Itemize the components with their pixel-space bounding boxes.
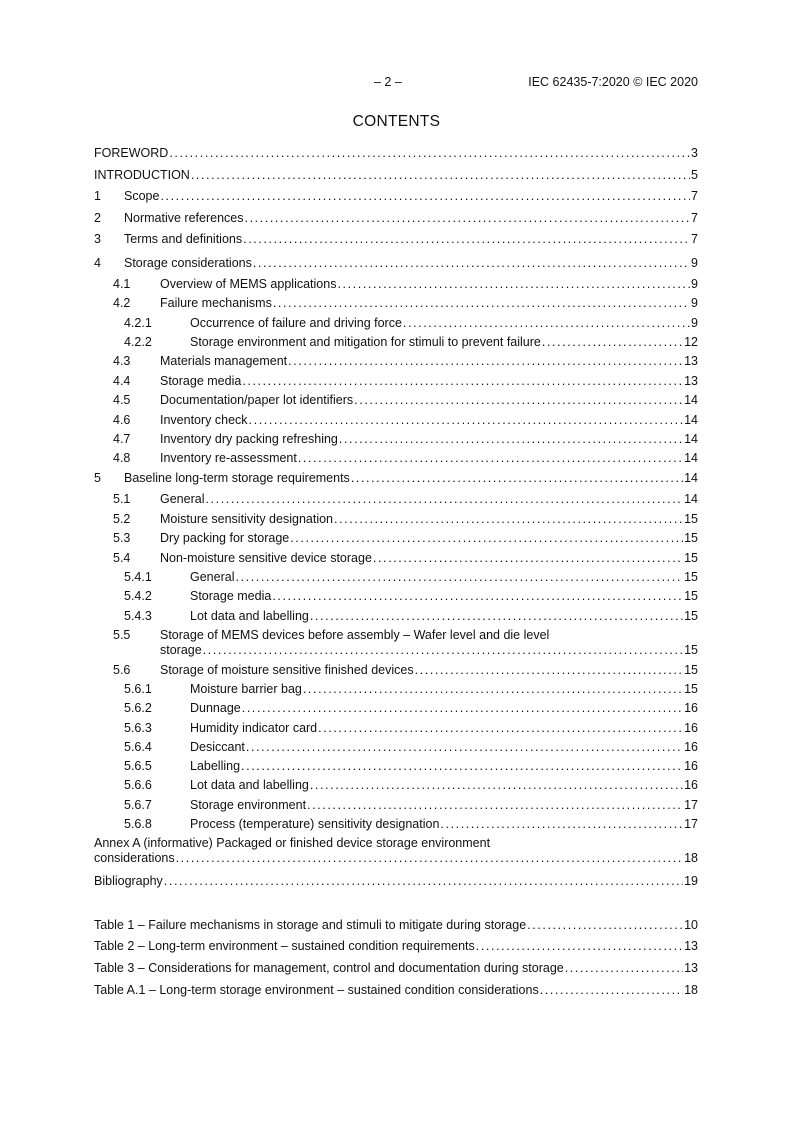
toc-entry-5-6-6[interactable] [94, 778, 698, 793]
toc-entry-number: 4.2.2 [124, 335, 152, 349]
toc-entry-text: INTRODUCTION [94, 168, 190, 182]
leader-dots [339, 432, 683, 447]
toc-entry-text: Storage environment [190, 798, 307, 812]
leader-dots [415, 663, 683, 678]
toc-entry-number: 5.4 [113, 551, 131, 565]
leader-dots [176, 851, 683, 866]
toc-entry-number: 4.7 [113, 432, 131, 446]
toc-entry-text: Storage considerations [124, 256, 252, 270]
toc-entry-text: Terms and definitions [124, 232, 243, 246]
toc-entry-page: 13 [684, 374, 698, 388]
toc-entry-number: 5.6.1 [124, 682, 152, 696]
toc-entry-text: Lot data and labelling [190, 778, 309, 792]
toc-entry-page: 15 [684, 663, 698, 677]
toc-entry-number: 5.4.2 [124, 589, 152, 603]
toc-entry-page: 14 [684, 413, 698, 427]
toc-entry-5-4-3[interactable] [94, 609, 698, 624]
toc-entry-text: Lot data and labelling [190, 609, 309, 623]
toc-entry-text: Moisture barrier bag [190, 682, 302, 696]
leader-dots [334, 512, 683, 527]
leader-dots [318, 721, 683, 736]
toc-entry-text: Overview of MEMS applications [160, 277, 337, 291]
toc-entry-1[interactable] [94, 189, 698, 204]
table-entry-page: 10 [684, 918, 698, 932]
leader-dots [351, 471, 683, 486]
toc-entry-number: 4.2.1 [124, 316, 152, 330]
toc-entry-page: 19 [684, 874, 698, 888]
toc-entry-page: 9 [691, 316, 698, 330]
toc-entry-text: Inventory re-assessment [160, 451, 297, 465]
toc-entry-5-6-3[interactable] [94, 721, 698, 736]
toc-entry-text: Labelling [190, 759, 241, 773]
leader-dots [527, 918, 683, 933]
toc-entry-number: 5.6.3 [124, 721, 152, 735]
toc-entry-page: 3 [691, 146, 698, 160]
toc-entry-number: 5.6.7 [124, 798, 152, 812]
leader-dots [245, 211, 691, 226]
leader-dots [160, 189, 690, 204]
toc-entry-number: 5.6.6 [124, 778, 152, 792]
toc-entry-text: Dry packing for storage [160, 531, 290, 545]
toc-entry-number: 4.2 [113, 296, 131, 310]
toc-entry-introduction[interactable] [94, 168, 698, 183]
toc-entry-text: Baseline long-term storage requirements [124, 471, 350, 485]
toc-entry-number: 5.3 [113, 531, 131, 545]
toc-entry-text: Moisture sensitivity designation [160, 512, 333, 526]
toc-entry-4-2-1[interactable] [94, 316, 698, 331]
toc-entry-4-3[interactable] [94, 354, 698, 369]
toc-entry-text: Non-moisture sensitive device storage [160, 551, 372, 565]
contents-title: CONTENTS [352, 113, 441, 130]
table-entry-page: 13 [684, 939, 698, 953]
toc-entry-number: 2 [94, 211, 101, 225]
toc-entry-number: 4.3 [113, 354, 131, 368]
toc-entry-page: 12 [684, 335, 698, 349]
toc-entry-5-5[interactable] [94, 628, 698, 658]
leader-dots [253, 256, 690, 271]
toc-entry-text-continued: storage [160, 643, 202, 657]
toc-entry-4-7[interactable] [94, 432, 698, 447]
toc-entry-5[interactable] [94, 471, 698, 486]
leader-dots [235, 570, 683, 585]
page-header [94, 75, 698, 93]
toc-entry-number: 5.6.2 [124, 701, 152, 715]
leader-dots [191, 168, 690, 183]
toc-entry-annex-a[interactable] [94, 836, 698, 866]
standard-reference: IEC 62435-7:2020 © IEC 2020 [528, 75, 698, 89]
toc-entry-page: 17 [684, 817, 698, 831]
leader-dots [354, 393, 683, 408]
toc-entry-page: 9 [691, 277, 698, 291]
table-entry-text: Table 3 – Considerations for management, control and documentation during storage [94, 961, 564, 975]
leader-dots [440, 817, 683, 832]
toc-entry-page: 7 [691, 189, 698, 203]
toc-entry-text: Inventory dry packing refreshing [160, 432, 338, 446]
table-entry-text: Table 1 – Failure mechanisms in storage and stimuli to mitigate during storage [94, 918, 527, 932]
toc-entry-text: Documentation/paper lot identifiers [160, 393, 354, 407]
toc-entry-text: Process (temperature) sensitivity designation [190, 817, 440, 831]
toc-entry-text: Dunnage [190, 701, 241, 715]
toc-entry-number: 4.1 [113, 277, 131, 291]
toc-entry-text: Storage media [190, 589, 272, 603]
toc-entry-text: General [160, 492, 205, 506]
leader-dots [249, 413, 684, 428]
leader-dots [373, 551, 683, 566]
toc-entry-text: Humidity indicator card [190, 721, 318, 735]
toc-entry-page: 5 [691, 168, 698, 182]
leader-dots [242, 701, 683, 716]
toc-entry-text-continued: considerations [94, 851, 175, 865]
toc-entry-text: FOREWORD [94, 146, 169, 160]
leader-dots [337, 277, 690, 292]
toc-entry-number: 4 [94, 256, 101, 270]
leader-dots [205, 492, 683, 507]
leader-dots [476, 939, 683, 954]
toc-entry-number: 1 [94, 189, 101, 203]
toc-entry-page: 16 [684, 740, 698, 754]
leader-dots [241, 759, 683, 774]
toc-entry-page: 16 [684, 759, 698, 773]
toc-entry-page: 9 [691, 296, 698, 310]
toc-entry-4-2[interactable] [94, 296, 698, 311]
toc-entry-text: Annex A (informative) Packaged or finished device storage environment [94, 836, 491, 850]
toc-entry-page: 14 [684, 471, 698, 485]
leader-dots [310, 778, 683, 793]
table-entry-text: Table A.1 – Long-term storage environment – sustained condition considerations [94, 983, 539, 997]
leader-dots [298, 451, 683, 466]
toc-entry-5-6-2[interactable] [94, 701, 698, 716]
toc-entry-page: 14 [684, 432, 698, 446]
toc-entry-page: 15 [684, 570, 698, 584]
toc-entry-page: 18 [684, 851, 698, 865]
toc-entry-number: 5.6 [113, 663, 131, 677]
toc-entry-page: 14 [684, 451, 698, 465]
toc-entry-number: 5.1 [113, 492, 131, 506]
toc-entry-5-4[interactable] [94, 551, 698, 566]
toc-entry-number: 4.8 [113, 451, 131, 465]
toc-entry-4-5[interactable] [94, 393, 698, 408]
toc-entry-5-6-5[interactable] [94, 759, 698, 774]
toc-entry-number: 4.6 [113, 413, 131, 427]
toc-entry-number: 4.5 [113, 393, 131, 407]
leader-dots [164, 874, 683, 889]
toc-entry-page: 16 [684, 721, 698, 735]
leader-dots [288, 354, 683, 369]
table-entry-page: 18 [684, 983, 698, 997]
toc-entry-5-4-2[interactable] [94, 589, 698, 604]
toc-entry-text: Failure mechanisms [160, 296, 272, 310]
toc-entry-5-6-1[interactable] [94, 682, 698, 697]
toc-entry-4[interactable] [94, 256, 698, 271]
toc-entry-page: 17 [684, 798, 698, 812]
leader-dots [246, 740, 683, 755]
toc-entry-text: Storage media [160, 374, 242, 388]
leader-dots [540, 983, 683, 998]
list-of-tables-entry-4[interactable] [94, 983, 698, 998]
toc-entry-number: 4.4 [113, 374, 131, 388]
toc-entry-5-6-4[interactable] [94, 740, 698, 755]
toc-entry-number: 5.6.5 [124, 759, 152, 773]
leader-dots [565, 961, 683, 976]
toc-entry-text: Occurrence of failure and driving force [190, 316, 402, 330]
toc-entry-4-2-2[interactable] [94, 335, 698, 350]
leader-dots [169, 146, 690, 161]
leader-dots [242, 374, 683, 389]
toc-entry-2[interactable] [94, 211, 698, 226]
toc-entry-number: 3 [94, 232, 101, 246]
toc-entry-5-6-7[interactable] [94, 798, 698, 813]
toc-entry-text: Bibliography [94, 874, 163, 888]
toc-entry-page: 14 [684, 492, 698, 506]
toc-entry-page: 16 [684, 778, 698, 792]
toc-entry-text: Storage environment and mitigation for stimuli to prevent failure [190, 335, 541, 349]
toc-entry-4-4[interactable] [94, 374, 698, 389]
leader-dots [203, 643, 683, 658]
toc-entry-text: Desiccant [190, 740, 245, 754]
toc-entry-number: 5 [94, 471, 101, 485]
toc-entry-text: Inventory check [160, 413, 248, 427]
toc-entry-number: 5.6.4 [124, 740, 152, 754]
toc-entry-number: 5.4.1 [124, 570, 152, 584]
list-of-tables-entry-3[interactable] [94, 961, 698, 976]
toc-entry-page: 15 [684, 643, 698, 657]
leader-dots [307, 798, 683, 813]
list-of-tables-entry-1[interactable] [94, 918, 698, 933]
toc-entry-page: 7 [691, 211, 698, 225]
toc-entry-page: 15 [684, 551, 698, 565]
leader-dots [243, 232, 690, 247]
toc-entry-page: 15 [684, 589, 698, 603]
toc-entry-4-1[interactable] [94, 277, 698, 292]
leader-dots [273, 296, 690, 311]
toc-entry-foreword[interactable] [94, 146, 698, 161]
toc-entry-number: 5.6.8 [124, 817, 152, 831]
toc-entry-page: 15 [684, 531, 698, 545]
page-number: – 2 – [374, 75, 402, 89]
leader-dots [542, 335, 683, 350]
toc-entry-4-8[interactable] [94, 451, 698, 466]
leader-dots [303, 682, 683, 697]
toc-entry-page: 13 [684, 354, 698, 368]
toc-entry-5-6[interactable] [94, 663, 698, 678]
leader-dots [272, 589, 683, 604]
table-entry-page: 13 [684, 961, 698, 975]
toc-entry-number: 5.2 [113, 512, 131, 526]
toc-entry-text: General [190, 570, 235, 584]
toc-entry-page: 9 [691, 256, 698, 270]
toc-entry-page: 16 [684, 701, 698, 715]
list-of-tables-entry-2[interactable] [94, 939, 698, 954]
toc-entry-text: Materials management [160, 354, 288, 368]
toc-entry-text: Scope [124, 189, 160, 203]
toc-entry-4-6[interactable] [94, 413, 698, 428]
toc-entry-5-2[interactable] [94, 512, 698, 527]
toc-entry-number: 5.5 [113, 628, 131, 642]
toc-entry-page: 15 [684, 682, 698, 696]
toc-entry-3[interactable] [94, 232, 698, 247]
toc-entry-bibliography[interactable] [94, 874, 698, 889]
toc-entry-page: 15 [684, 609, 698, 623]
table-entry-text: Table 2 – Long-term environment – sustained condition requirements [94, 939, 475, 953]
toc-entry-page: 15 [684, 512, 698, 526]
toc-entry-5-1[interactable] [94, 492, 698, 507]
leader-dots [290, 531, 683, 546]
toc-entry-5-4-1[interactable] [94, 570, 698, 585]
toc-entry-text: Normative references [124, 211, 244, 225]
toc-entry-number: 5.4.3 [124, 609, 152, 623]
leader-dots [403, 316, 690, 331]
toc-entry-5-6-8[interactable] [94, 817, 698, 832]
toc-entry-5-3[interactable] [94, 531, 698, 546]
toc-entry-text: Storage of moisture sensitive finished devices [160, 663, 414, 677]
toc-entry-text: Storage of MEMS devices before assembly – Wafer level and die level [160, 628, 550, 642]
toc-entry-page: 7 [691, 232, 698, 246]
leader-dots [310, 609, 683, 624]
toc-entry-page: 14 [684, 393, 698, 407]
